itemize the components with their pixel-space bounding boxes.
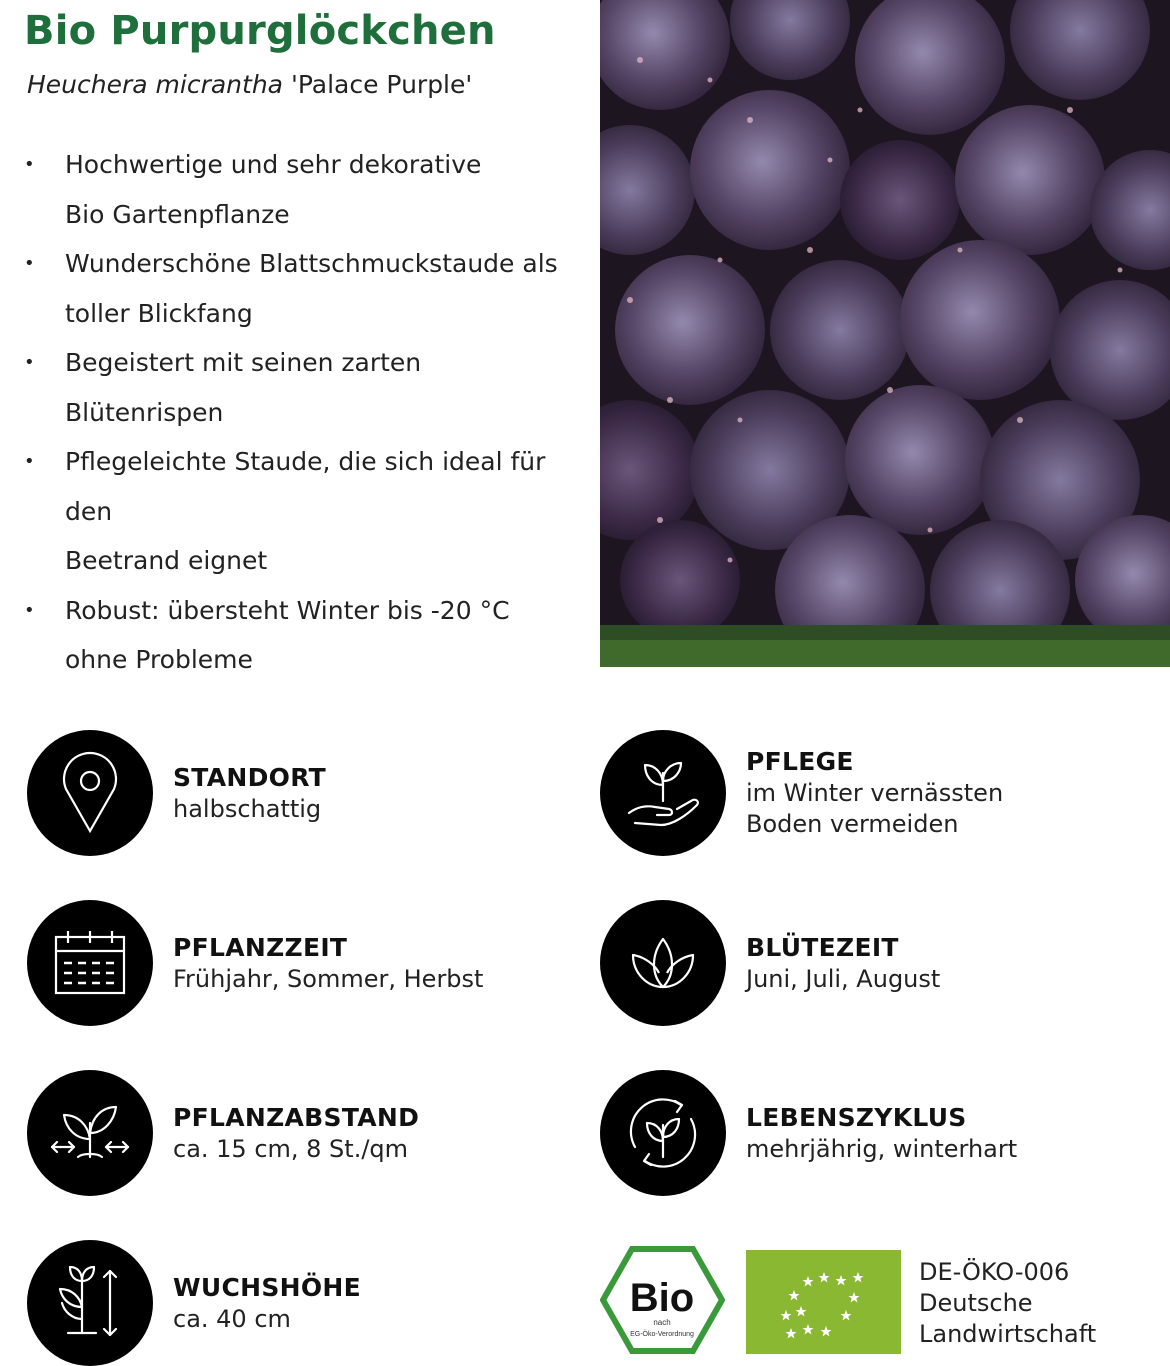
plant-in-hand-icon — [600, 730, 726, 856]
info-lebenszyklus — [600, 1070, 1017, 1196]
info-standort — [27, 730, 326, 856]
heuchera-leaves-image — [600, 0, 1170, 667]
bullet: • — [24, 451, 35, 472]
bullet: • — [24, 352, 35, 373]
feature-item — [24, 140, 584, 239]
info-label: WUCHSHÖHE — [173, 1272, 362, 1302]
feature-line: Pflegeleichte Staude, die sich ideal für den — [65, 447, 546, 526]
feature-line: Bio Gartenpflanze — [65, 199, 290, 229]
bio-badge-text: Bio — [629, 1276, 695, 1320]
info-wuchshoehe — [27, 1240, 361, 1366]
bullet: • — [24, 154, 35, 175]
feature-line: toller Blickfang — [65, 298, 253, 328]
plant-spacing-icon — [27, 1070, 153, 1196]
product-subtitle — [27, 70, 472, 99]
info-bluetezeit — [600, 900, 940, 1026]
bio-siegel-logo — [600, 1245, 725, 1355]
feature-item — [24, 338, 584, 437]
info-value: Boden vermeiden — [746, 810, 959, 838]
feature-line: ohne Probleme — [65, 645, 253, 674]
eu-leaf-stars — [746, 1250, 901, 1354]
product-photo — [600, 0, 1170, 667]
lotus-flower-icon — [600, 900, 726, 1026]
plant-cycle-icon — [600, 1070, 726, 1196]
info-value: ca. 15 cm, 8 St./qm — [173, 1134, 409, 1163]
bio-badge-regulation: EG-Öko-Verordnung — [630, 1331, 694, 1338]
info-value: im Winter vernässten — [746, 779, 1004, 807]
info-value: Frühjahr, Sommer, Herbst — [173, 964, 484, 993]
feature-item — [24, 437, 584, 586]
feature-list — [24, 140, 584, 685]
bio-badge-nach: nach — [653, 1318, 671, 1327]
product-title: Bio Purpurglöckchen — [24, 8, 496, 54]
info-value: mehrjährig, winterhart — [746, 1134, 1018, 1163]
feature-item — [24, 239, 584, 338]
cultivar-name: 'Palace Purple' — [283, 70, 473, 99]
info-label: STANDORT — [173, 762, 326, 792]
latin-name: Heuchera micrantha — [27, 70, 283, 99]
feature-line: Wunderschöne Blattschmuckstaude als — [65, 249, 558, 278]
info-label: PFLANZABSTAND — [173, 1102, 420, 1132]
info-value: halbschattig — [173, 794, 322, 823]
certification-text — [919, 1257, 1096, 1350]
bullet: • — [24, 253, 35, 274]
info-label: LEBENSZYKLUS — [746, 1102, 967, 1132]
feature-line: Hochwertige und sehr dekorative — [65, 150, 482, 179]
location-pin-icon — [27, 730, 153, 856]
eu-organic-logo — [746, 1250, 901, 1354]
plant-height-icon — [27, 1240, 153, 1366]
feature-line: Begeistert mit seinen zarten Blütenrispen — [65, 348, 422, 427]
info-pflanzabstand — [27, 1070, 419, 1196]
info-label: PFLANZZEIT — [173, 932, 348, 962]
info-pflege — [600, 730, 1003, 856]
info-value: Juni, Juli, August — [746, 964, 941, 993]
info-pflanzzeit — [27, 900, 483, 1026]
info-label: PFLEGE — [746, 747, 854, 776]
cert-line: Landwirtschaft — [919, 1320, 1097, 1348]
info-label: BLÜTEZEIT — [746, 932, 899, 962]
info-value: ca. 40 cm — [173, 1304, 291, 1333]
bullet: • — [24, 599, 35, 621]
calendar-icon — [27, 900, 153, 1026]
cert-code: DE-ÖKO-006 — [919, 1258, 1070, 1286]
cert-line: Deutsche — [919, 1289, 1033, 1317]
feature-line: Robust: übersteht Winter bis -20 °C — [65, 595, 510, 625]
feature-item — [24, 586, 584, 685]
feature-line: Beetrand eignet — [65, 546, 268, 575]
